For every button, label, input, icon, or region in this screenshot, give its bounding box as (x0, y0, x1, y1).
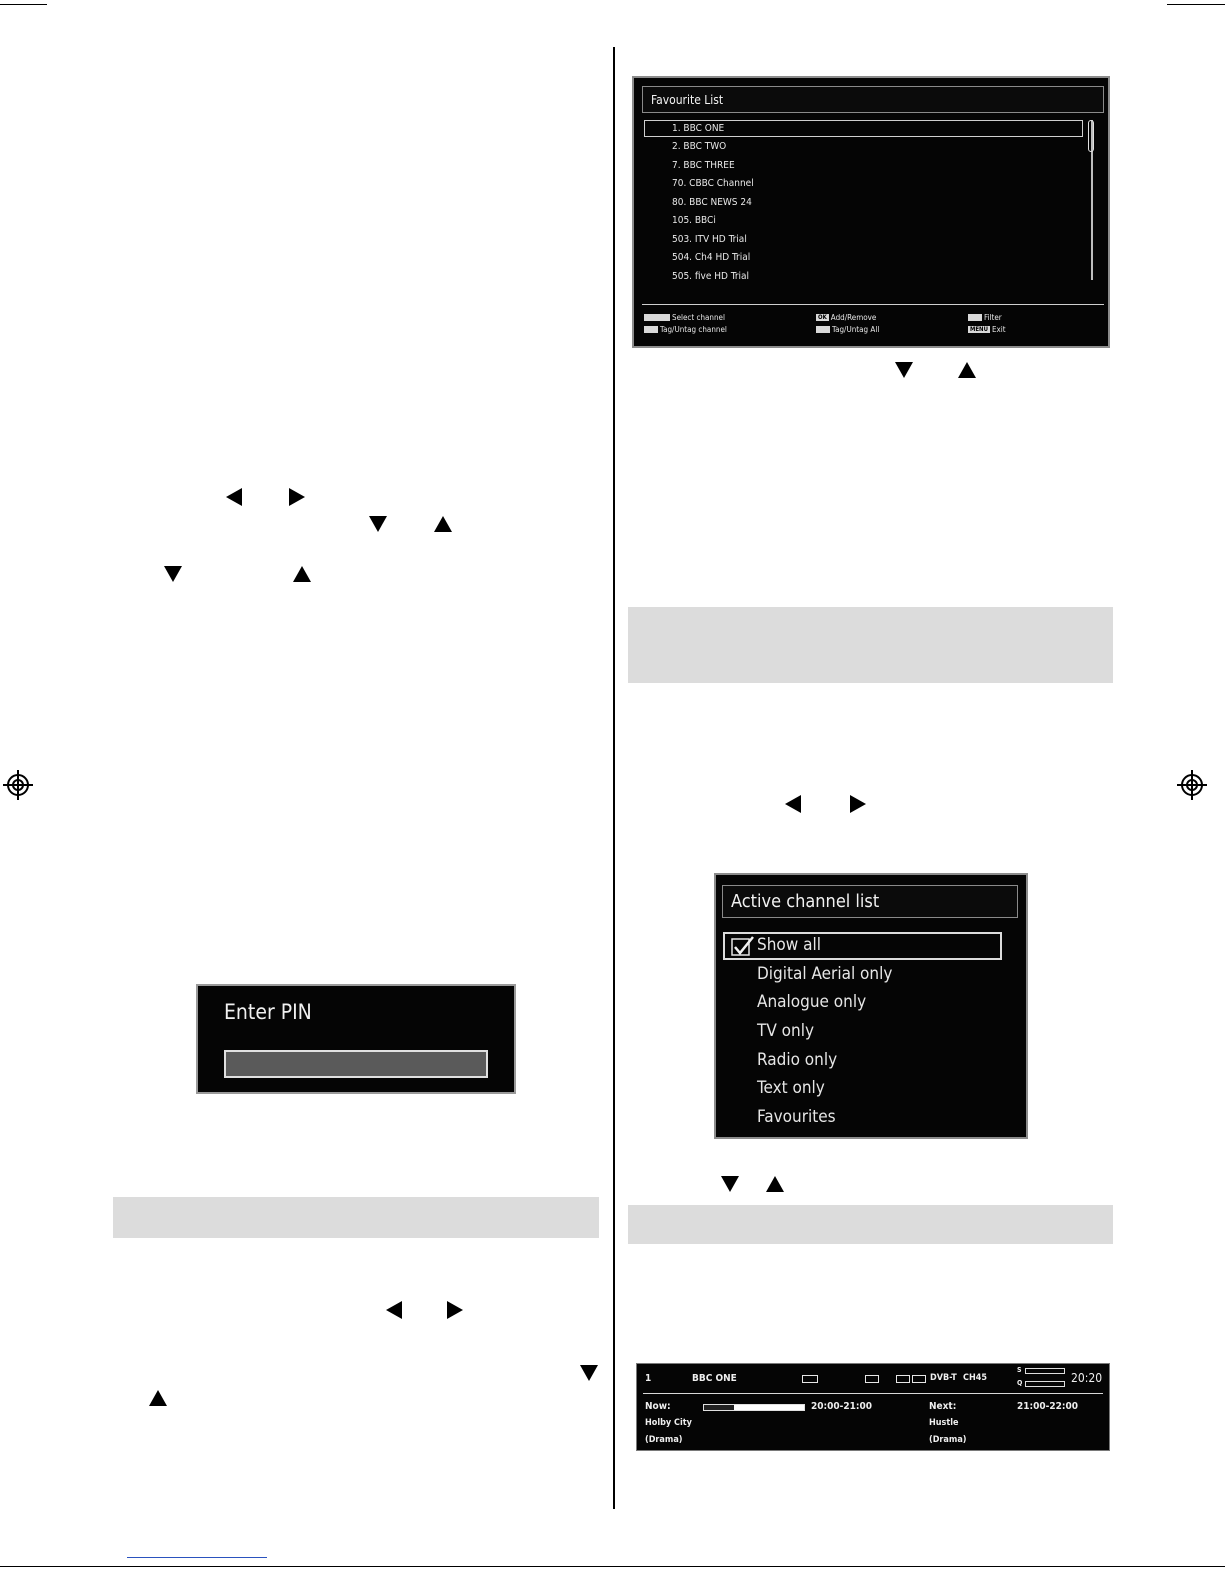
next-time: 21:00-22:00 (1017, 1401, 1079, 1412)
legend-divider (642, 304, 1104, 305)
next-label: Next: (929, 1401, 957, 1412)
source-label: DVB-T (930, 1373, 957, 1383)
arrow-up-icon (958, 362, 976, 378)
now-title: Holby City (645, 1418, 692, 1428)
column-divider (613, 47, 615, 1509)
channel-name: BBC ONE (692, 1373, 737, 1384)
color-key-icon (816, 326, 830, 333)
menu-key-icon: MENU (970, 326, 988, 333)
filter-option[interactable]: TV only (757, 1021, 815, 1041)
audio-icon (865, 1375, 879, 1383)
arrow-down-icon (164, 566, 182, 582)
arrow-down-icon (580, 1365, 598, 1381)
now-progress-bar (703, 1404, 805, 1411)
arrow-right-icon (289, 488, 305, 506)
favourite-list-title-bar (642, 86, 1104, 113)
info-banner (636, 1363, 1110, 1451)
now-progress-fill (704, 1405, 734, 1410)
filter-option[interactable]: Show all (757, 935, 821, 955)
filter-option[interactable]: Favourites (757, 1107, 836, 1127)
filter-option[interactable]: Digital Aerial only (757, 964, 893, 984)
arrow-down-icon (369, 516, 387, 532)
section-heading-band (628, 1205, 1113, 1244)
tv-icon (912, 1375, 926, 1383)
legend-add-remove: OK Add/Remove (818, 313, 877, 322)
arrow-left-icon (226, 488, 242, 506)
pin-input[interactable] (224, 1050, 488, 1078)
scrollbar-thumb[interactable] (1088, 120, 1094, 152)
footer-underline (127, 1557, 267, 1558)
arrow-left-icon (386, 1301, 402, 1319)
arrow-up-icon (293, 566, 311, 582)
arrow-up-icon (149, 1390, 167, 1406)
next-genre: (Drama) (929, 1435, 967, 1445)
legend-tag-untag-channel: Tag/Untag channel (644, 325, 727, 334)
signal-quality-bar (1025, 1381, 1065, 1387)
channel-item[interactable]: 105. BBCi (672, 215, 716, 226)
filter-option[interactable]: Analogue only (757, 992, 867, 1012)
now-genre: (Drama) (645, 1435, 683, 1445)
up-down-key-icon (644, 314, 670, 321)
active-channel-list-screen (714, 873, 1028, 1139)
color-key-icon (968, 314, 982, 321)
bottom-rule (0, 1566, 1225, 1567)
legend-filter: Filter (968, 313, 1002, 322)
signal-q-label: Q (1017, 1379, 1023, 1387)
signal-strength-bar (1025, 1368, 1065, 1374)
pin-dialog-title: Enter PIN (224, 1000, 312, 1024)
arrow-down-icon (895, 362, 913, 378)
ok-key-icon: OK (818, 314, 827, 321)
aspect-ratio-icon (802, 1375, 818, 1383)
channel-item[interactable]: 505. five HD Trial (672, 271, 750, 282)
arrow-right-icon (850, 795, 866, 813)
channel-item[interactable]: 7. BBC THREE (672, 160, 735, 171)
subtitle-icon (896, 1375, 910, 1383)
crop-mark-top-left (0, 4, 47, 5)
section-heading-band (113, 1197, 599, 1238)
registration-mark-icon (3, 770, 33, 800)
signal-s-label: S (1017, 1366, 1022, 1374)
crop-mark-top-right (1167, 4, 1225, 5)
channel-item[interactable]: 70. CBBC Channel (672, 178, 754, 189)
legend-exit: MENU Exit (970, 325, 1006, 334)
channel-label: CH45 (963, 1373, 987, 1383)
now-time: 20:00-21:00 (811, 1401, 873, 1412)
channel-item[interactable]: 2. BBC TWO (672, 141, 727, 152)
enter-pin-dialog (196, 984, 516, 1094)
arrow-down-icon (721, 1176, 739, 1192)
section-heading-band (628, 607, 1113, 683)
next-title: Hustle (929, 1418, 959, 1428)
now-label: Now: (645, 1401, 671, 1412)
channel-item[interactable]: 80. BBC NEWS 24 (672, 197, 752, 208)
legend-select-channel: Select channel (644, 313, 725, 322)
favourite-list-screen (632, 76, 1110, 348)
channel-item[interactable]: 1. BBC ONE (672, 123, 725, 134)
registration-mark-icon (1177, 770, 1207, 800)
color-key-icon (644, 326, 658, 333)
arrow-right-icon (447, 1301, 463, 1319)
active-channel-list-title: Active channel list (731, 891, 880, 912)
active-channel-list-title-bar (722, 885, 1018, 918)
filter-option[interactable]: Radio only (757, 1050, 838, 1070)
banner-divider (643, 1393, 1103, 1394)
favourite-list-title: Favourite List (651, 93, 724, 107)
check-icon (731, 936, 755, 956)
legend-tag-untag-all: Tag/Untag All (816, 325, 879, 334)
channel-item[interactable]: 504. Ch4 HD Trial (672, 252, 751, 263)
filter-option[interactable]: Text only (757, 1078, 825, 1098)
arrow-left-icon (785, 795, 801, 813)
arrow-up-icon (434, 516, 452, 532)
channel-number: 1 (645, 1373, 652, 1384)
channel-item[interactable]: 503. ITV HD Trial (672, 234, 747, 245)
arrow-up-icon (766, 1176, 784, 1192)
clock: 20:20 (1071, 1371, 1103, 1385)
